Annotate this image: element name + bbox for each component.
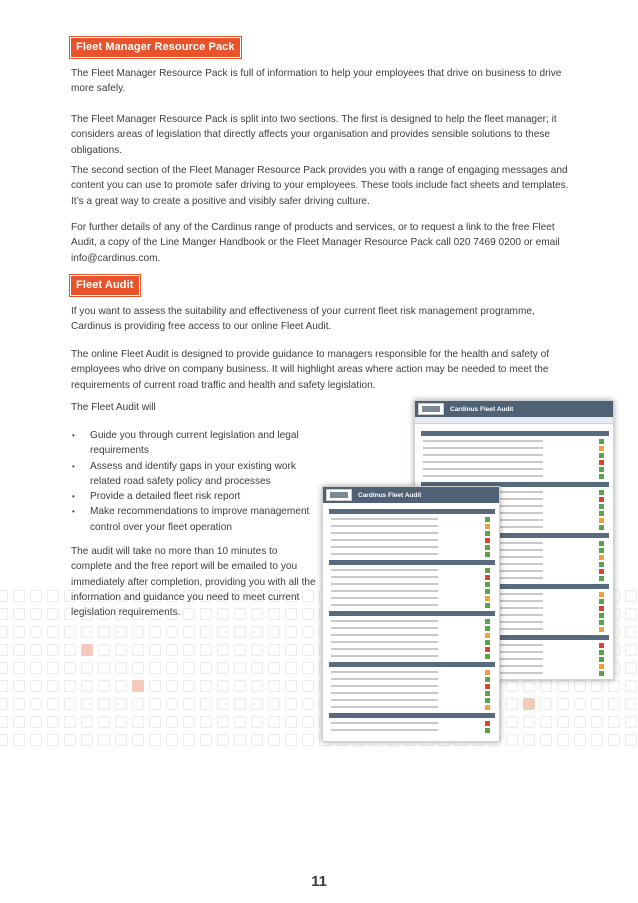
table-header-bar: [329, 509, 495, 514]
status-cell: [485, 670, 490, 675]
pattern-square: [302, 662, 314, 674]
document-title: Cardinus Fleet Audit: [450, 405, 514, 413]
pattern-square: [115, 644, 127, 656]
paragraph: The audit will take no more than 10 minutes to complete and the free report will be emailed to you immediately after completion, providing you with all the information and guidance you need to meet current legislation requirements.: [71, 546, 316, 619]
pattern-square: [149, 662, 161, 674]
pattern-square: [625, 644, 637, 656]
pattern-square: [302, 734, 314, 746]
pattern-square: [251, 698, 263, 710]
pattern-square: [47, 680, 59, 692]
pattern-square: [285, 734, 297, 746]
pattern-square: [625, 608, 637, 620]
pattern-square: [506, 716, 518, 728]
pattern-square: [268, 716, 280, 728]
pattern-square: [268, 698, 280, 710]
pattern-square: [30, 662, 42, 674]
pattern-square: [115, 716, 127, 728]
status-cell: [599, 643, 604, 648]
status-cell: [599, 569, 604, 574]
pattern-square: [234, 680, 246, 692]
pattern-square: [557, 698, 569, 710]
list-item: • Guide you through current legislation and legal requirements: [71, 428, 321, 459]
status-cell: [485, 705, 490, 710]
pattern-square: [0, 734, 8, 746]
pattern-square: [625, 698, 637, 710]
pattern-square: [268, 680, 280, 692]
pattern-square: [132, 734, 144, 746]
pattern-square: [574, 716, 586, 728]
pattern-square: [47, 698, 59, 710]
pattern-square: [285, 698, 297, 710]
status-cell: [485, 545, 490, 550]
text-line: [331, 722, 438, 724]
status-cell: [599, 439, 604, 444]
pattern-square: [285, 680, 297, 692]
pattern-square: [47, 644, 59, 656]
pattern-square: [30, 680, 42, 692]
pattern-square: [47, 626, 59, 638]
pattern-square: [608, 734, 620, 746]
table-header-bar: [329, 560, 495, 565]
pattern-square: [200, 662, 212, 674]
text-line: [423, 440, 543, 442]
pattern-square: [591, 698, 603, 710]
list-item: • Provide a detailed fleet risk report: [71, 489, 321, 504]
pattern-square: [30, 734, 42, 746]
pattern-square: [0, 626, 8, 638]
pattern-square: [268, 734, 280, 746]
status-cell: [599, 525, 604, 530]
status-cell: [599, 490, 604, 495]
status-cell: [485, 698, 490, 703]
pattern-square: [98, 716, 110, 728]
pattern-square: [523, 716, 535, 728]
pattern-square: [149, 698, 161, 710]
status-cell: [599, 671, 604, 676]
pattern-square: [13, 662, 25, 674]
pattern-square: [98, 680, 110, 692]
pattern-square: [132, 716, 144, 728]
status-cell: [599, 453, 604, 458]
pattern-square: [200, 734, 212, 746]
pattern-square: [0, 698, 8, 710]
pattern-square: [506, 698, 518, 710]
pattern-square: [625, 680, 637, 692]
pattern-square: [149, 734, 161, 746]
pattern-square: [64, 716, 76, 728]
page-number: 11: [311, 873, 327, 890]
text-line: [331, 671, 438, 673]
pattern-square: [302, 698, 314, 710]
paragraph: If you want to assess the suitability and effectiveness of your current fleet risk management programme, Cardinus is providing free access to our online Fleet Audit.: [71, 306, 535, 333]
status-cell: [485, 684, 490, 689]
pattern-square: [285, 716, 297, 728]
audit-bullet-list: [71, 428, 321, 535]
status-cell: [485, 640, 490, 645]
pattern-square: [0, 644, 8, 656]
status-cell: [485, 654, 490, 659]
text-line: [331, 620, 438, 622]
text-line: [331, 518, 438, 520]
status-cell: [599, 620, 604, 625]
pattern-square: [234, 716, 246, 728]
status-cell: [485, 603, 490, 608]
fleet-audit-document-front: [322, 486, 500, 742]
pattern-square: [81, 662, 93, 674]
status-cell: [599, 467, 604, 472]
status-cell: [599, 657, 604, 662]
pattern-square: [115, 662, 127, 674]
text-line: [331, 627, 438, 629]
pattern-square: [13, 680, 25, 692]
status-cell: [485, 633, 490, 638]
paragraph: The second section of the Fleet Manager Resource Pack provides you with a range of engaging messages and content you can use to promote safer driving to your employees. These tools include fact sheets and templates. It’s a great way to create a positive and visibly safer driving culture.: [71, 165, 569, 207]
pattern-square: [217, 716, 229, 728]
pattern-square: [523, 698, 535, 710]
text-line: [331, 525, 438, 527]
pattern-square: [0, 716, 8, 728]
pattern-square: [200, 698, 212, 710]
pattern-square: [64, 698, 76, 710]
pattern-square: [574, 698, 586, 710]
status-cell: [599, 460, 604, 465]
pattern-square: [13, 698, 25, 710]
pattern-square: [200, 644, 212, 656]
status-cell: [485, 626, 490, 631]
pattern-square: [30, 644, 42, 656]
status-cell: [599, 504, 604, 509]
pattern-square: [591, 680, 603, 692]
text-line: [423, 461, 543, 463]
status-cell: [485, 524, 490, 529]
pattern-square: [217, 680, 229, 692]
pattern-square: [251, 716, 263, 728]
text-line: [331, 604, 438, 606]
status-cell: [599, 606, 604, 611]
pattern-square: [285, 626, 297, 638]
pattern-square: [0, 608, 8, 620]
table-header-bar: [329, 713, 495, 718]
pattern-square: [523, 680, 535, 692]
document-subheader: [415, 417, 613, 424]
pattern-square: [13, 608, 25, 620]
pattern-square: [217, 644, 229, 656]
status-cell: [485, 582, 490, 587]
status-cell: [485, 691, 490, 696]
pattern-square: [285, 662, 297, 674]
text-line: [331, 692, 438, 694]
pattern-square: [149, 680, 161, 692]
pattern-square: [234, 626, 246, 638]
text-line: [331, 706, 438, 708]
status-cell: [599, 518, 604, 523]
text-line: [331, 583, 438, 585]
pattern-square: [217, 662, 229, 674]
pattern-square: [13, 590, 25, 602]
document-title: Cardinus Fleet Audit: [358, 491, 422, 499]
status-cell: [599, 664, 604, 669]
status-cell: [485, 517, 490, 522]
pattern-square: [98, 698, 110, 710]
status-cell: [599, 650, 604, 655]
text-line: [331, 655, 438, 657]
pattern-square: [115, 626, 127, 638]
pattern-square: [608, 716, 620, 728]
paragraph: The online Fleet Audit is designed to provide guidance to managers responsible for the health and safety of employees who drive on company business. It will highlight areas where action may be needed to meet the requirements of current road traffic and health and safety legislation.: [71, 349, 550, 391]
pattern-square: [268, 662, 280, 674]
pattern-square: [302, 716, 314, 728]
section-heading-resource-pack: Fleet Manager Resource Pack: [71, 38, 240, 57]
status-cell: [599, 562, 604, 567]
text-line: [331, 648, 438, 650]
pattern-square: [302, 680, 314, 692]
pattern-square: [557, 680, 569, 692]
text-line: [423, 447, 543, 449]
pattern-square: [591, 734, 603, 746]
pattern-square: [285, 644, 297, 656]
pattern-square: [81, 734, 93, 746]
pattern-square: [591, 716, 603, 728]
status-cell: [599, 555, 604, 560]
pattern-square: [0, 590, 8, 602]
paragraph: For further details of any of the Cardinus range of products and services, or to request a link to the free Fleet Audit, a copy of the Line Manger Handbook or the Fleet Manager Resource Pack call 020 7469 0200 or email info@cardinus.com.: [71, 222, 560, 264]
pattern-square: [200, 716, 212, 728]
text-line: [331, 576, 438, 578]
status-cell: [599, 599, 604, 604]
pattern-square: [132, 626, 144, 638]
status-cell: [485, 575, 490, 580]
document-header: [415, 401, 613, 417]
pattern-square: [217, 626, 229, 638]
status-cell: [485, 677, 490, 682]
pattern-square: [268, 644, 280, 656]
status-cell: [485, 721, 490, 726]
pattern-square: [217, 734, 229, 746]
text-line: [331, 569, 438, 571]
pattern-square: [132, 680, 144, 692]
status-cell: [599, 511, 604, 516]
pattern-square: [132, 662, 144, 674]
pattern-square: [0, 680, 8, 692]
status-cell: [599, 497, 604, 502]
pattern-square: [149, 644, 161, 656]
pattern-square: [234, 662, 246, 674]
status-cell: [485, 647, 490, 652]
pattern-square: [13, 716, 25, 728]
pattern-square: [47, 590, 59, 602]
pattern-square: [608, 680, 620, 692]
pattern-square: [540, 734, 552, 746]
pattern-square: [81, 626, 93, 638]
section-heading-fleet-audit: Fleet Audit: [71, 276, 139, 295]
pattern-square: [13, 626, 25, 638]
pattern-square: [251, 626, 263, 638]
pattern-square: [251, 734, 263, 746]
text-line: [331, 590, 438, 592]
pattern-square: [166, 626, 178, 638]
pattern-square: [183, 644, 195, 656]
pattern-square: [166, 680, 178, 692]
list-item: • Assess and identify gaps in your existing work related road safety policy and processes: [71, 459, 321, 490]
pattern-square: [234, 644, 246, 656]
pattern-square: [234, 698, 246, 710]
text-line: [423, 468, 543, 470]
pattern-square: [234, 734, 246, 746]
pattern-square: [30, 590, 42, 602]
status-cell: [485, 531, 490, 536]
paragraph: The Fleet Audit will: [71, 402, 156, 413]
pattern-square: [30, 626, 42, 638]
pattern-square: [523, 734, 535, 746]
pattern-square: [183, 698, 195, 710]
pattern-square: [540, 680, 552, 692]
pattern-square: [557, 716, 569, 728]
pattern-square: [81, 716, 93, 728]
pattern-square: [625, 626, 637, 638]
pattern-square: [0, 662, 8, 674]
pattern-square: [268, 626, 280, 638]
text-line: [331, 634, 438, 636]
pattern-square: [251, 644, 263, 656]
pattern-square: [98, 662, 110, 674]
paragraph: The Fleet Manager Resource Pack is split into two sections. The first is designed to help the fleet manager; it considers areas of legislation that directly affects your organisation and provides sensible solutions to these obligations.: [71, 114, 557, 156]
text-line: [331, 729, 438, 731]
paragraph: The Fleet Manager Resource Pack is full of information to help your employees that drive on business to drive more safely.: [71, 68, 562, 95]
pattern-square: [625, 734, 637, 746]
pattern-square: [81, 644, 93, 656]
pattern-square: [200, 626, 212, 638]
list-item: • Make recommendations to improve management control over your fleet operation: [71, 504, 321, 535]
pattern-square: [132, 698, 144, 710]
text-line: [331, 539, 438, 541]
pattern-square: [64, 626, 76, 638]
pattern-square: [166, 716, 178, 728]
pattern-square: [625, 716, 637, 728]
pattern-square: [149, 626, 161, 638]
status-cell: [599, 446, 604, 451]
status-cell: [485, 568, 490, 573]
pattern-square: [30, 608, 42, 620]
pattern-square: [64, 734, 76, 746]
pattern-square: [166, 698, 178, 710]
pattern-square: [540, 698, 552, 710]
pattern-square: [98, 626, 110, 638]
pattern-square: [81, 680, 93, 692]
text-line: [331, 553, 438, 555]
status-cell: [485, 596, 490, 601]
text-line: [423, 454, 543, 456]
pattern-square: [251, 662, 263, 674]
pattern-square: [183, 716, 195, 728]
status-cell: [599, 576, 604, 581]
cardinus-logo-icon: [326, 489, 352, 501]
status-cell: [599, 541, 604, 546]
pattern-square: [183, 662, 195, 674]
status-cell: [485, 728, 490, 733]
pattern-square: [13, 644, 25, 656]
pattern-square: [115, 698, 127, 710]
text-line: [331, 641, 438, 643]
status-cell: [485, 619, 490, 624]
pattern-square: [302, 626, 314, 638]
status-cell: [599, 613, 604, 618]
text-line: [331, 685, 438, 687]
pattern-square: [183, 680, 195, 692]
pattern-square: [625, 590, 637, 602]
pattern-square: [47, 734, 59, 746]
pattern-square: [200, 680, 212, 692]
pattern-square: [13, 734, 25, 746]
status-cell: [599, 548, 604, 553]
pattern-square: [302, 644, 314, 656]
text-line: [331, 546, 438, 548]
status-cell: [485, 552, 490, 557]
pattern-square: [574, 734, 586, 746]
status-cell: [485, 538, 490, 543]
pattern-square: [115, 680, 127, 692]
pattern-square: [166, 734, 178, 746]
pattern-square: [98, 644, 110, 656]
status-cell: [599, 627, 604, 632]
pattern-square: [217, 698, 229, 710]
pattern-square: [81, 698, 93, 710]
pattern-square: [64, 644, 76, 656]
status-cell: [485, 589, 490, 594]
text-line: [423, 475, 543, 477]
pattern-square: [64, 662, 76, 674]
pattern-square: [64, 680, 76, 692]
text-line: [331, 678, 438, 680]
pattern-square: [574, 680, 586, 692]
pattern-square: [183, 626, 195, 638]
pattern-square: [540, 716, 552, 728]
pattern-square: [557, 734, 569, 746]
pattern-square: [132, 644, 144, 656]
pattern-square: [149, 716, 161, 728]
pattern-square: [608, 698, 620, 710]
table-header-bar: [421, 431, 609, 436]
text-line: [331, 532, 438, 534]
table-header-bar: [329, 662, 495, 667]
pattern-square: [47, 608, 59, 620]
pattern-square: [30, 698, 42, 710]
pattern-square: [625, 662, 637, 674]
pattern-square: [506, 680, 518, 692]
status-cell: [599, 474, 604, 479]
pattern-square: [47, 662, 59, 674]
pattern-square: [30, 716, 42, 728]
pattern-square: [47, 716, 59, 728]
table-header-bar: [329, 611, 495, 616]
status-cell: [599, 592, 604, 597]
pattern-square: [251, 680, 263, 692]
text-line: [331, 597, 438, 599]
pattern-square: [115, 734, 127, 746]
pattern-square: [183, 734, 195, 746]
pattern-square: [166, 644, 178, 656]
text-line: [331, 699, 438, 701]
pattern-square: [506, 734, 518, 746]
pattern-square: [98, 734, 110, 746]
pattern-square: [166, 662, 178, 674]
cardinus-logo-icon: [418, 403, 444, 415]
document-header: [323, 487, 499, 503]
